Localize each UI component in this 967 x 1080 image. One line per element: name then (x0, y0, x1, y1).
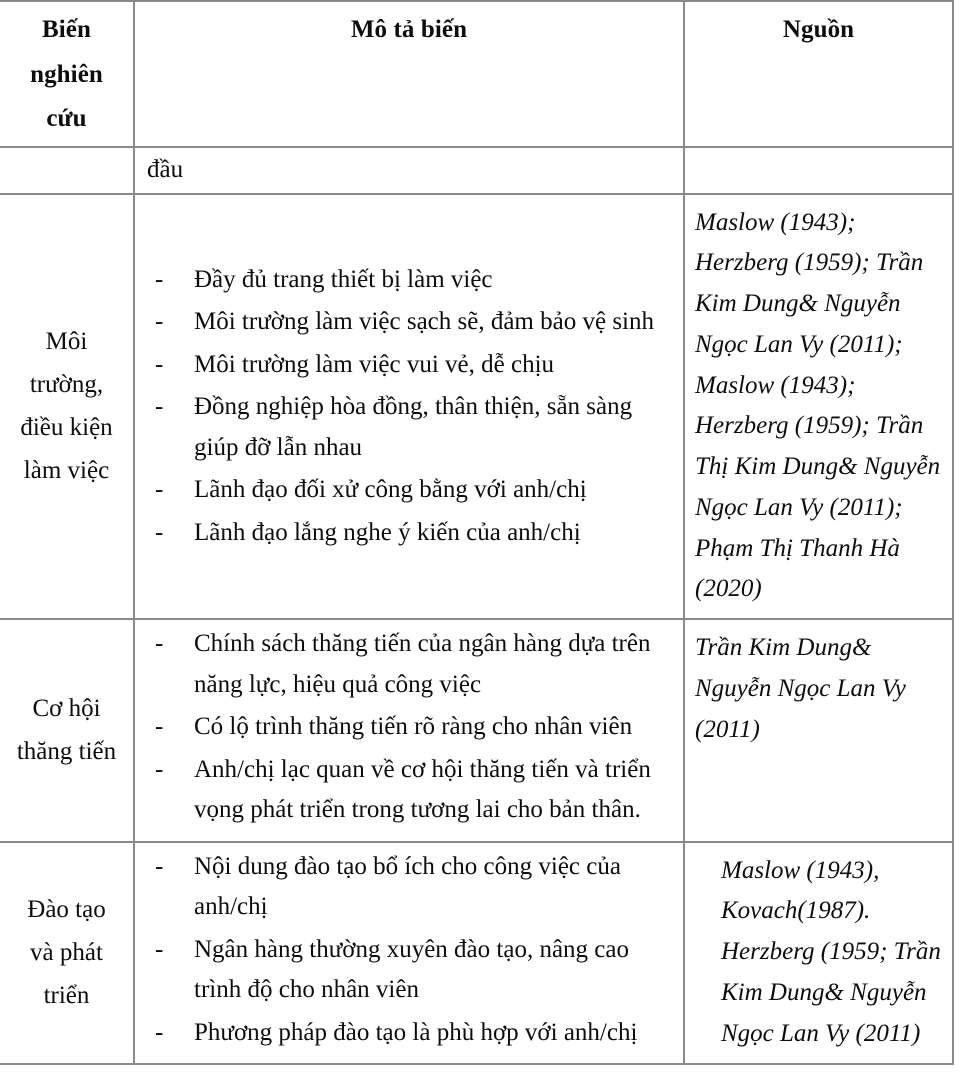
list-item (147, 260, 669, 301)
column-header-variable-line2: nghiên (30, 60, 103, 88)
cell-variable-training-development (0, 842, 134, 1065)
list-item (147, 847, 669, 928)
column-header-source: Nguồn (684, 1, 953, 147)
list-item (147, 707, 669, 748)
variable-line: điều kiện (20, 414, 113, 442)
bullet-list (147, 624, 669, 831)
cell-variable-work-environment (0, 194, 134, 620)
list-item-text: Anh/chị lạc quan về cơ hội thăng tiến và triển vọng phát triển trong tương lai cho bản thân. (194, 755, 651, 823)
table-header-row (0, 1, 953, 147)
variable-line: triển (43, 982, 90, 1010)
bullet-dash-icon: - (155, 350, 164, 378)
list-item-text: Chính sách thăng tiến của ngân hàng dựa trên năng lực, hiệu quả công việc (194, 630, 651, 698)
list-item (147, 624, 669, 705)
bullet-dash-icon: - (155, 308, 164, 335)
bullet-list (147, 260, 669, 554)
bullet-dash-icon: - (155, 630, 164, 657)
cell-source-work-environment: Maslow (1943); Herzberg (1959); Trần Kim Dung& Nguyễn Ngọc Lan Vy (2011); Maslow (1943); Herzberg (1959); Trần Thị Kim Dung& Nguyễn Ngọc Lan Vy (2011); Phạm Thị Thanh Hà (2020) (684, 194, 953, 620)
list-item (147, 387, 669, 468)
cell-source-promotion-opportunity: Trần Kim Dung& Nguyễn Ngọc Lan Vy (2011) (684, 619, 953, 842)
bullet-dash-icon: - (155, 476, 164, 503)
variable-line: và phát (30, 939, 103, 967)
bullet-dash-icon: - (155, 935, 164, 963)
list-item-text: Ngân hàng thường xuyên đào tạo, nâng cao trình độ cho nhân viên (194, 935, 629, 1003)
table-body (0, 147, 953, 1065)
list-item-text: Nội dung đào tạo bổ ích cho công việc của anh/chị (194, 852, 621, 920)
bullet-dash-icon: - (155, 713, 164, 740)
list-item-text: Phương pháp đào tạo là phù hợp với anh/chị (194, 1018, 638, 1046)
list-item-text: Đầy đủ trang thiết bị làm việc (194, 265, 493, 293)
cell-source-continued (684, 147, 953, 194)
list-item (147, 345, 669, 386)
table-row (0, 619, 953, 842)
bullet-dash-icon: - (155, 852, 164, 880)
bullet-dash-icon: - (155, 518, 164, 546)
bullet-dash-icon: - (155, 755, 164, 783)
cell-description-continued: đầu (134, 147, 684, 194)
bullet-list (147, 847, 669, 1054)
list-item (147, 930, 669, 1011)
list-item-text: Môi trường làm việc vui vẻ, dễ chịu (194, 350, 555, 378)
bullet-dash-icon: - (155, 1018, 164, 1046)
list-item-text: Lãnh đạo lắng nghe ý kiến của anh/chị (194, 518, 581, 546)
list-item-text: Đồng nghiệp hòa đồng, thân thiện, sẵn sàng giúp đỡ lẫn nhau (194, 393, 633, 461)
variable-line: trường, (29, 371, 104, 399)
list-item-text: Môi trường làm việc sạch sẽ, đảm bảo vệ sinh (194, 308, 654, 335)
variable-line: Cơ hội (32, 695, 101, 723)
list-item-text: Lãnh đạo đối xử công bằng với anh/chị (194, 476, 587, 503)
column-header-variable (0, 1, 134, 147)
cell-source-training-development: Maslow (1943), Kovach(1987). Herzberg (1959; Trần Kim Dung& Nguyễn Ngọc Lan Vy (2011) (684, 842, 953, 1065)
list-item-text: Có lộ trình thăng tiến rõ ràng cho nhân viên (194, 713, 633, 740)
variable-line: Đào tạo (27, 896, 106, 924)
variable-line: thăng tiến (16, 738, 117, 766)
cell-description-promotion-opportunity (134, 619, 684, 842)
table-header (0, 1, 953, 147)
table-row (0, 147, 953, 194)
cell-variable-continued (0, 147, 134, 194)
cell-description-work-environment (134, 194, 684, 620)
list-item (147, 470, 669, 511)
column-header-variable-line3: cứu (46, 105, 87, 132)
table-row (0, 194, 953, 620)
variable-line: làm việc (23, 457, 110, 485)
list-item (147, 750, 669, 831)
cell-description-training-development (134, 842, 684, 1065)
list-item (147, 302, 669, 343)
list-item (147, 1013, 669, 1054)
bullet-dash-icon: - (155, 265, 164, 293)
cell-variable-promotion-opportunity (0, 619, 134, 842)
column-header-variable-line1: Biến (41, 16, 92, 43)
list-item (147, 513, 669, 554)
variable-line: Môi (45, 328, 88, 356)
bullet-dash-icon: - (155, 393, 164, 420)
column-header-description: Mô tả biến (134, 1, 684, 147)
table-row (0, 842, 953, 1065)
